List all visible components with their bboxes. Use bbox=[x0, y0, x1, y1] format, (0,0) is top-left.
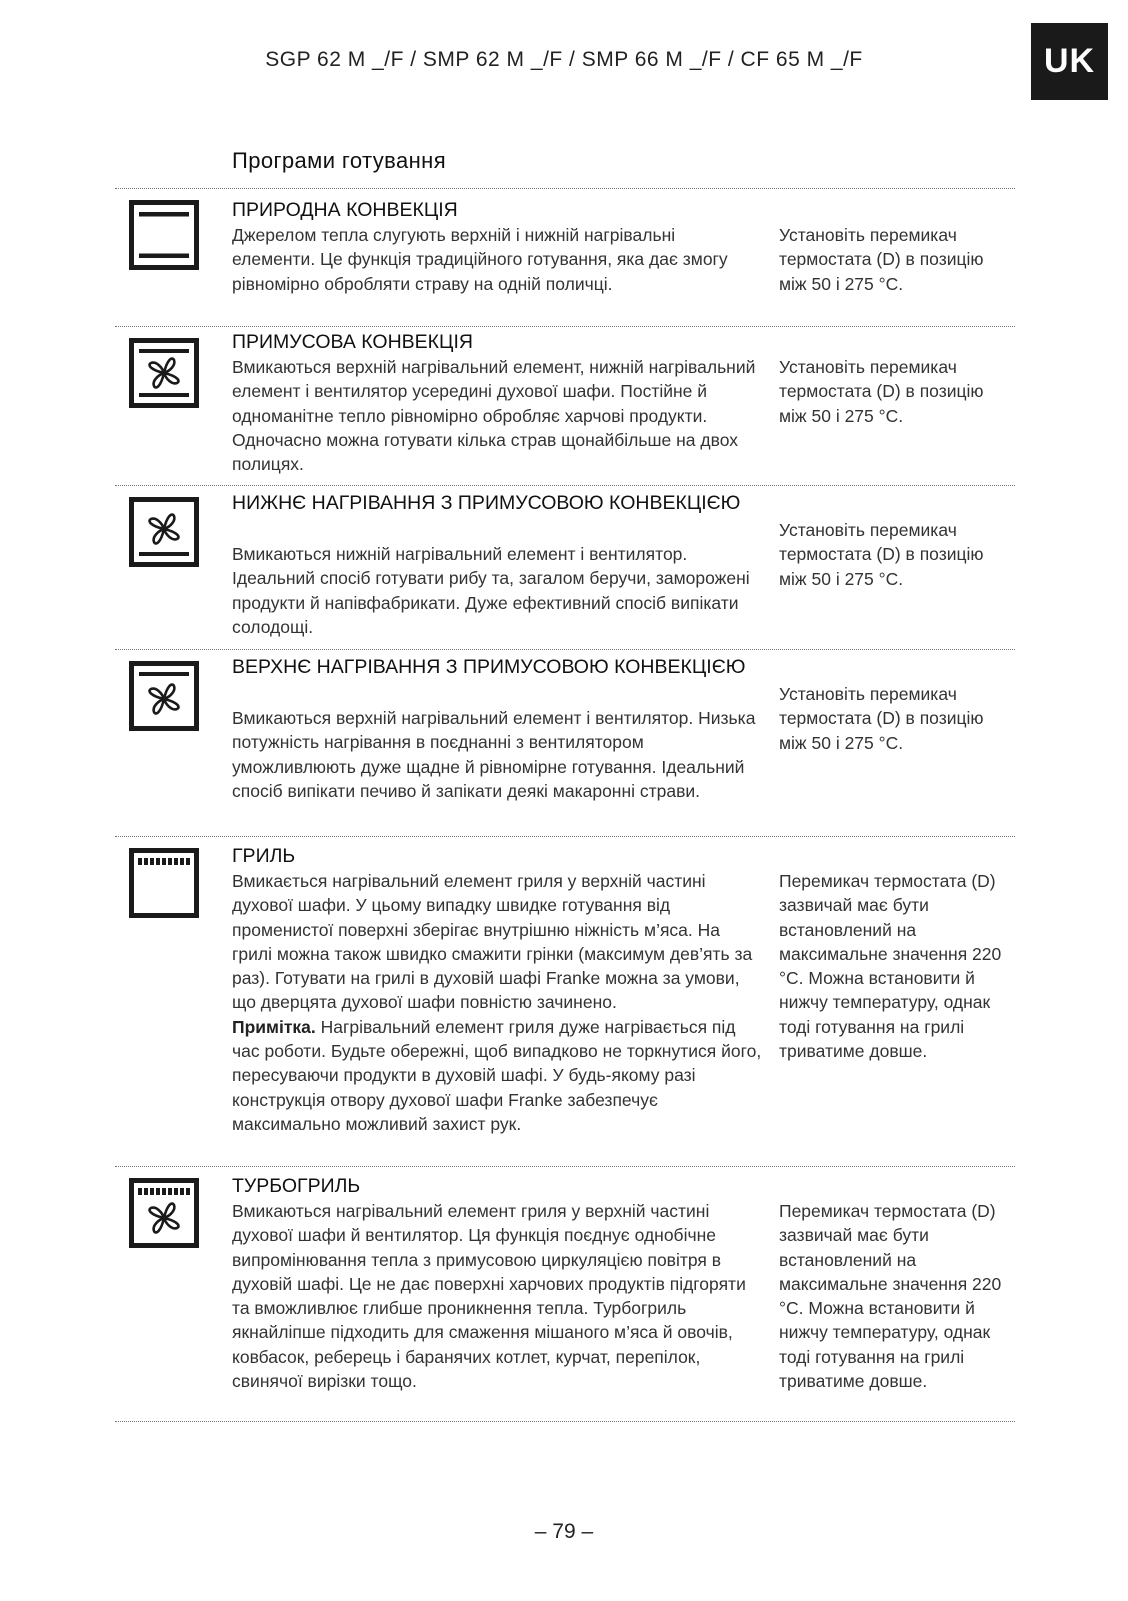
page-number: – 79 – bbox=[534, 1520, 594, 1543]
mode-setting: Перемикач термостата (D) зазвичай має бути встановлений на максимальне значення 220 °C. Можна встановити й нижчу температуру, однак тоді готування на грилі триватиме довше. bbox=[779, 1201, 1002, 1392]
mode-description-text: Вмикається нагрівальний елемент гриля у верхній частині духової шафи. У цьому випадку швидке готування від променистої поверхні зберігає внутрішню ніжність м’яса. На грилі можна також швидко смажити грінки (максимум дев’ять за раз). Готувати на грилі в духовій шафі Franke можна за умови, що дверцята духової шафи повністю зачинено. bbox=[232, 871, 753, 1013]
mode-title: ПРИМУСОВА КОНВЕКЦІЯ bbox=[232, 331, 473, 353]
divider bbox=[115, 1166, 1015, 1167]
mode-setting: Установіть перемикач термостата (D) в позицію між 50 і 275 °C. bbox=[779, 357, 984, 426]
note-label: Примітка. bbox=[232, 1016, 316, 1037]
oven-fan-top-heat-icon bbox=[129, 661, 199, 731]
mode-description: Вмикаються нагрівальний елемент гриля у верхній частині духової шафи й вентилятор. Ця функція поєднує однобічне випромінювання тепла з примусовою циркуляцією повітря в духовій шафі. Це не дає поверхні харчових продуктів підгоряти та вможливлює глибше проникнення тепла. Турбогриль якнайліпше підходить для смаження мішаного м’яса й овочів, ковбасок, реберець і баранячих котлет, курчат, перепілок, свинячої вирізки тощо. bbox=[232, 1201, 746, 1392]
language-badge: UK bbox=[1031, 23, 1108, 100]
mode-description bbox=[232, 869, 762, 1136]
divider bbox=[115, 326, 1015, 327]
divider bbox=[115, 836, 1015, 837]
note-text: Нагрівальний елемент гриля дуже нагрівається під час роботи. Будьте обережні, щоб випадково не торкнутися його, пересуваючи продукти в духовій шафі. У будь-якому разі конструкція отвору духової шафи Franke забезпечує максимально можливий захист рук. bbox=[232, 1016, 762, 1134]
mode-title: ГРИЛЬ bbox=[232, 845, 296, 867]
mode-title: ПРИРОДНА КОНВЕКЦІЯ bbox=[232, 199, 458, 221]
mode-title: ВЕРХНЄ НАГРІВАННЯ З ПРИМУСОВОЮ КОНВЕКЦІЄЮ bbox=[232, 656, 746, 678]
section-title: Програми готування bbox=[232, 148, 447, 173]
mode-setting: Установіть перемикач термостата (D) в позицію між 50 і 275 °C. bbox=[779, 520, 984, 589]
mode-description: Вмикаються нижній нагрівальний елемент і вентилятор. Ідеальний спосіб готувати рибу та, загалом беручи, заморожені продукти й напівфабрикати. Дуже ефективний спосіб випікати солодощі. bbox=[232, 544, 750, 637]
document-header-models: SGP 62 M _/F / SMP 62 M _/F / SMP 66 M _/F / CF 65 M _/F bbox=[265, 48, 863, 71]
mode-description: Вмикаються верхній нагрівальний елемент і вентилятор. Низька потужність нагрівання в поєднанні з вентилятором уможливлюють дуже щадне й рівномірне готування. Ідеальний спосіб випікати печиво й запікати деякі макаронні страви. bbox=[232, 708, 756, 801]
mode-title: НИЖНЄ НАГРІВАННЯ З ПРИМУСОВОЮ КОНВЕКЦІЄЮ bbox=[232, 492, 741, 514]
divider bbox=[115, 485, 1015, 486]
oven-grill-icon bbox=[129, 848, 199, 918]
mode-setting: Установіть перемикач термостата (D) в позицію між 50 і 275 °C. bbox=[779, 225, 984, 294]
mode-setting: Перемикач термостата (D) зазвичай має бути встановлений на максимальне значення 220 °C. Можна встановити й нижчу температуру, однак тоді готування на грилі триватиме довше. bbox=[779, 871, 1002, 1062]
divider bbox=[115, 188, 1015, 189]
oven-fan-bottom-heat-icon bbox=[129, 497, 199, 567]
oven-fan-top-bottom-heat-icon bbox=[129, 338, 199, 408]
mode-description: Вмикаються верхній нагрівальний елемент, нижній нагрівальний елемент і вентилятор усередині духової шафи. Постійне й одноманітне тепло рівномірно обробляє харчові продукти. Одночасно можна готувати кілька страв щонайбільше на двох полицях. bbox=[232, 357, 756, 475]
mode-description: Джерелом тепла слугують верхній і нижній нагрівальні елементи. Це функція традиційного готування, яка дає змогу рівномірно обробляти страву на одній поличці. bbox=[232, 225, 728, 294]
divider bbox=[115, 649, 1015, 650]
divider bbox=[115, 1421, 1015, 1422]
mode-title: ТУРБОГРИЛЬ bbox=[232, 1175, 361, 1197]
oven-turbo-grill-icon bbox=[129, 1178, 199, 1248]
oven-top-bottom-heat-icon bbox=[129, 200, 199, 270]
mode-setting: Установіть перемикач термостата (D) в позицію між 50 і 275 °C. bbox=[779, 684, 984, 753]
